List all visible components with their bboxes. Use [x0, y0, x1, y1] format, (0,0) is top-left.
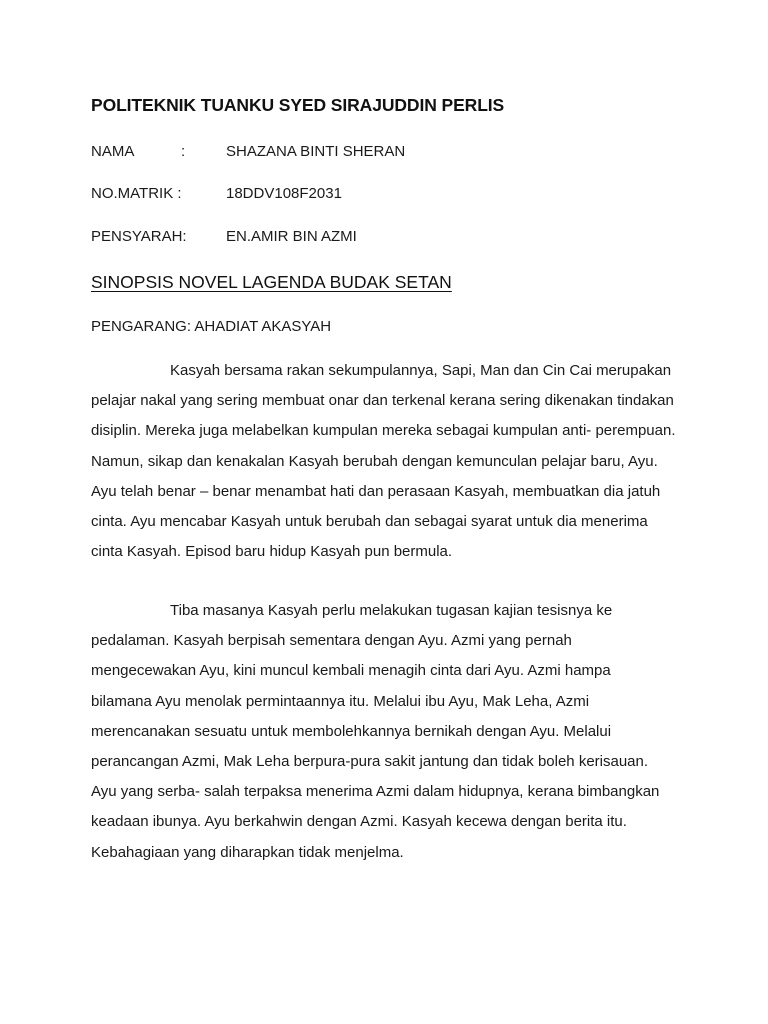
paragraph-line: Kebahagiaan yang diharapkan tidak menjelma. [91, 843, 404, 861]
paragraph-line: Ayu telah benar – benar menambat hati dan perasaan Kasyah, membuatkan dia jatuh [91, 482, 661, 500]
paragraph-line: bilamana Ayu menolak permintaannya itu. Melalui ibu Ayu, Mak Leha, Azmi [91, 692, 590, 710]
paragraph-line: Tiba masanya Kasyah perlu melakukan tugasan kajian tesisnya ke [170, 602, 613, 619]
name-value: SHAZANA BINTI SHERAN [226, 143, 406, 160]
matric-value: 18DDV108F2031 [226, 185, 342, 202]
paragraph-line: Namun, sikap dan kenakalan Kasyah berubah dengan kemunculan pelajar baru, Ayu. [91, 452, 658, 470]
paragraph-2 [91, 596, 691, 868]
paragraph-line: keadaan ibunya. Ayu berkahwin dengan Azmi. Kasyah kecewa dengan berita itu. [91, 813, 627, 831]
paragraph-line: cinta Kasyah. Episod baru hidup Kasyah pun bermula. [91, 543, 453, 561]
paragraph-line: pedalaman. Kasyah berpisah sementara dengan Ayu. Azmi yang pernah [91, 632, 572, 650]
school-title: POLITEKNIK TUANKU SYED SIRAJUDDIN PERLIS [91, 95, 505, 115]
synopsis-heading: SINOPSIS NOVEL LAGENDA BUDAK SETAN [91, 272, 452, 292]
paragraph-line: perancangan Azmi, Mak Leha berpura-pura sakit jantung dan tidak boleh kerisauan. [91, 753, 649, 771]
paragraph-1 [91, 356, 691, 567]
name-label: NAMA [91, 143, 135, 160]
paragraph-line: Ayu yang serba- salah terpaksa menerima Azmi dalam hidupnya, kerana bimbangkan [91, 783, 660, 801]
paragraph-line: disiplin. Mereka juga melabelkan kumpulan mereka sebagai kumpulan anti- perempuan. [91, 422, 676, 440]
matric-label: NO.MATRIK : [91, 185, 182, 202]
paragraph-line: mengecewakan Ayu, kini muncul kembali menagih cinta dari Ayu. Azmi hampa [91, 662, 611, 680]
author-line: PENGARANG: AHADIAT AKASYAH [91, 318, 332, 335]
paragraph-line: Kasyah bersama rakan sekumpulannya, Sapi, Man dan Cin Cai merupakan [170, 362, 672, 379]
lecturer-value: EN.AMIR BIN AZMI [226, 228, 357, 245]
paragraph-line: merencanakan sesuatu untuk membolehkannya bernikah dengan Ayu. Melalui [91, 722, 612, 740]
lecturer-label: PENSYARAH: [91, 228, 187, 245]
paragraph-line: cinta. Ayu mencabar Kasyah untuk berubah dan sebagai syarat untuk dia menerima [91, 513, 648, 531]
paragraph-line: pelajar nakal yang sering membuat onar dan terkenal kerana sering dikenakan tindakan [91, 392, 674, 410]
name-colon: : [181, 143, 186, 160]
